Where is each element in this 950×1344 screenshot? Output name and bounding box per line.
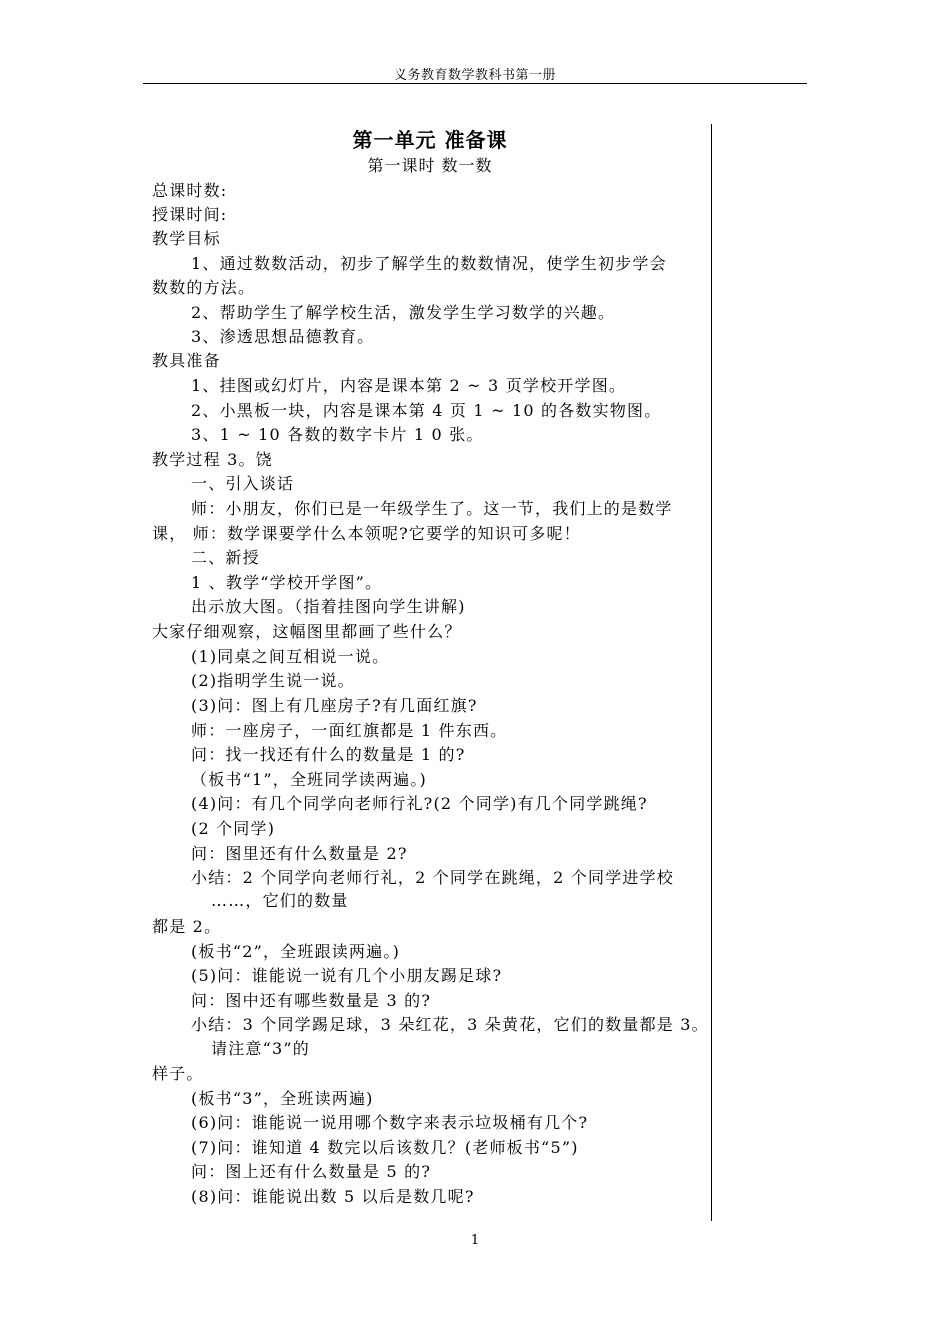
page-title: 第一单元 准备课 [352,128,508,152]
header-divider [143,83,807,84]
text-line: 问：图上还有什么数量是 5 的? [191,1162,432,1181]
text-line: 总课时数: [152,181,228,200]
text-line: (1)同桌之间互相说一说。 [191,647,390,666]
text-line: 授课时间: [152,205,228,224]
page-subtitle: 第一课时 数一数 [367,156,493,175]
text-line: (2 个同学) [191,819,276,838]
text-line: ……，它们的数量 [211,891,349,910]
text-line: 2、帮助学生了解学校生活，激发学生学习数学的兴趣。 [191,303,616,322]
text-line: 师：小朋友，你们已是一年级学生了。这一节，我们上的是数学 [191,499,673,518]
text-line: 小结：3 个同学踢足球，3 朵红花，3 朵黄花，它们的数量都是 3。 [191,1015,709,1034]
text-line: 请注意“3”的 [211,1039,310,1058]
text-line: (5)问：谁能说一说有几个小朋友踢足球? [191,966,503,985]
text-line: (6)问：谁能说一说用哪个数字来表示垃圾桶有几个? [191,1113,589,1132]
running-header: 义务教育数学教科书第一册 [393,68,556,83]
text-line: 二、新授 [191,548,260,567]
page-number: 1 [470,1233,480,1248]
text-line: (4)问：有几个同学向老师行礼?(2 个同学)有几个同学跳绳? [191,794,648,813]
text-line: (板书“3”，全班读两遍) [191,1089,374,1108]
text-line: 1、通过数数活动，初步了解学生的数数情况，使学生初步学会 [191,254,667,273]
text-line: 大家仔细观察，这幅图里都画了些什么？ [152,622,462,641]
text-line: 一、引入谈话 [191,474,295,493]
text-line: 3、渗透思想品德教育。 [191,327,375,346]
text-line: 都是 2。 [152,917,222,936]
text-line: 样子。 [152,1064,204,1083]
text-line: 师：一座房子，一面红旗都是 1 件东西。 [191,721,508,740]
text-line: (板书“2”，全班跟读两遍。) [191,942,401,961]
text-line: 1、挂图或幻灯片，内容是课本第 2 ~ 3 页学校开学图。 [191,376,627,395]
text-line: 课， 师：数学课要学什么本领呢?它要学的知识可多呢！ [152,524,581,543]
text-line: 数数的方法。 [152,278,256,297]
right-margin-rule [711,124,712,1221]
text-line: (7)问：谁知道 4 数完以后该数几？(老师板书“5”) [191,1138,579,1157]
text-line: 教学过程 3。饶 [152,450,273,469]
text-line: (2)指明学生说一说。 [191,671,355,690]
text-line: (3)问：图上有几座房子?有几面红旗? [191,696,478,715]
text-line: 出示放大图。（指着挂图向学生讲解) [191,597,466,616]
text-line: 小结：2 个同学向老师行礼，2 个同学在跳绳，2 个同学进学校 [191,868,674,887]
text-line: 问：找一找还有什么的数量是 1 的? [191,745,466,764]
text-line: 教学目标 [152,229,221,248]
text-line: 2、小黑板一块，内容是课本第 4 页 1 ~ 10 的各数实物图。 [191,401,662,420]
text-line: 3、1 ~ 10 各数的数字卡片 1 0 张。 [191,425,484,444]
text-line: 问：图里还有什么数量是 2? [191,844,408,863]
text-line: 1 、教学“学校开学图”。 [191,573,383,592]
text-line: (8)问：谁能说出数 5 以后是数几呢? [191,1187,475,1206]
text-line: 教具准备 [152,351,221,370]
text-line: 问：图中还有哪些数量是 3 的? [191,991,432,1010]
text-line: （板书“1”，全班同学读两遍。) [191,770,427,789]
